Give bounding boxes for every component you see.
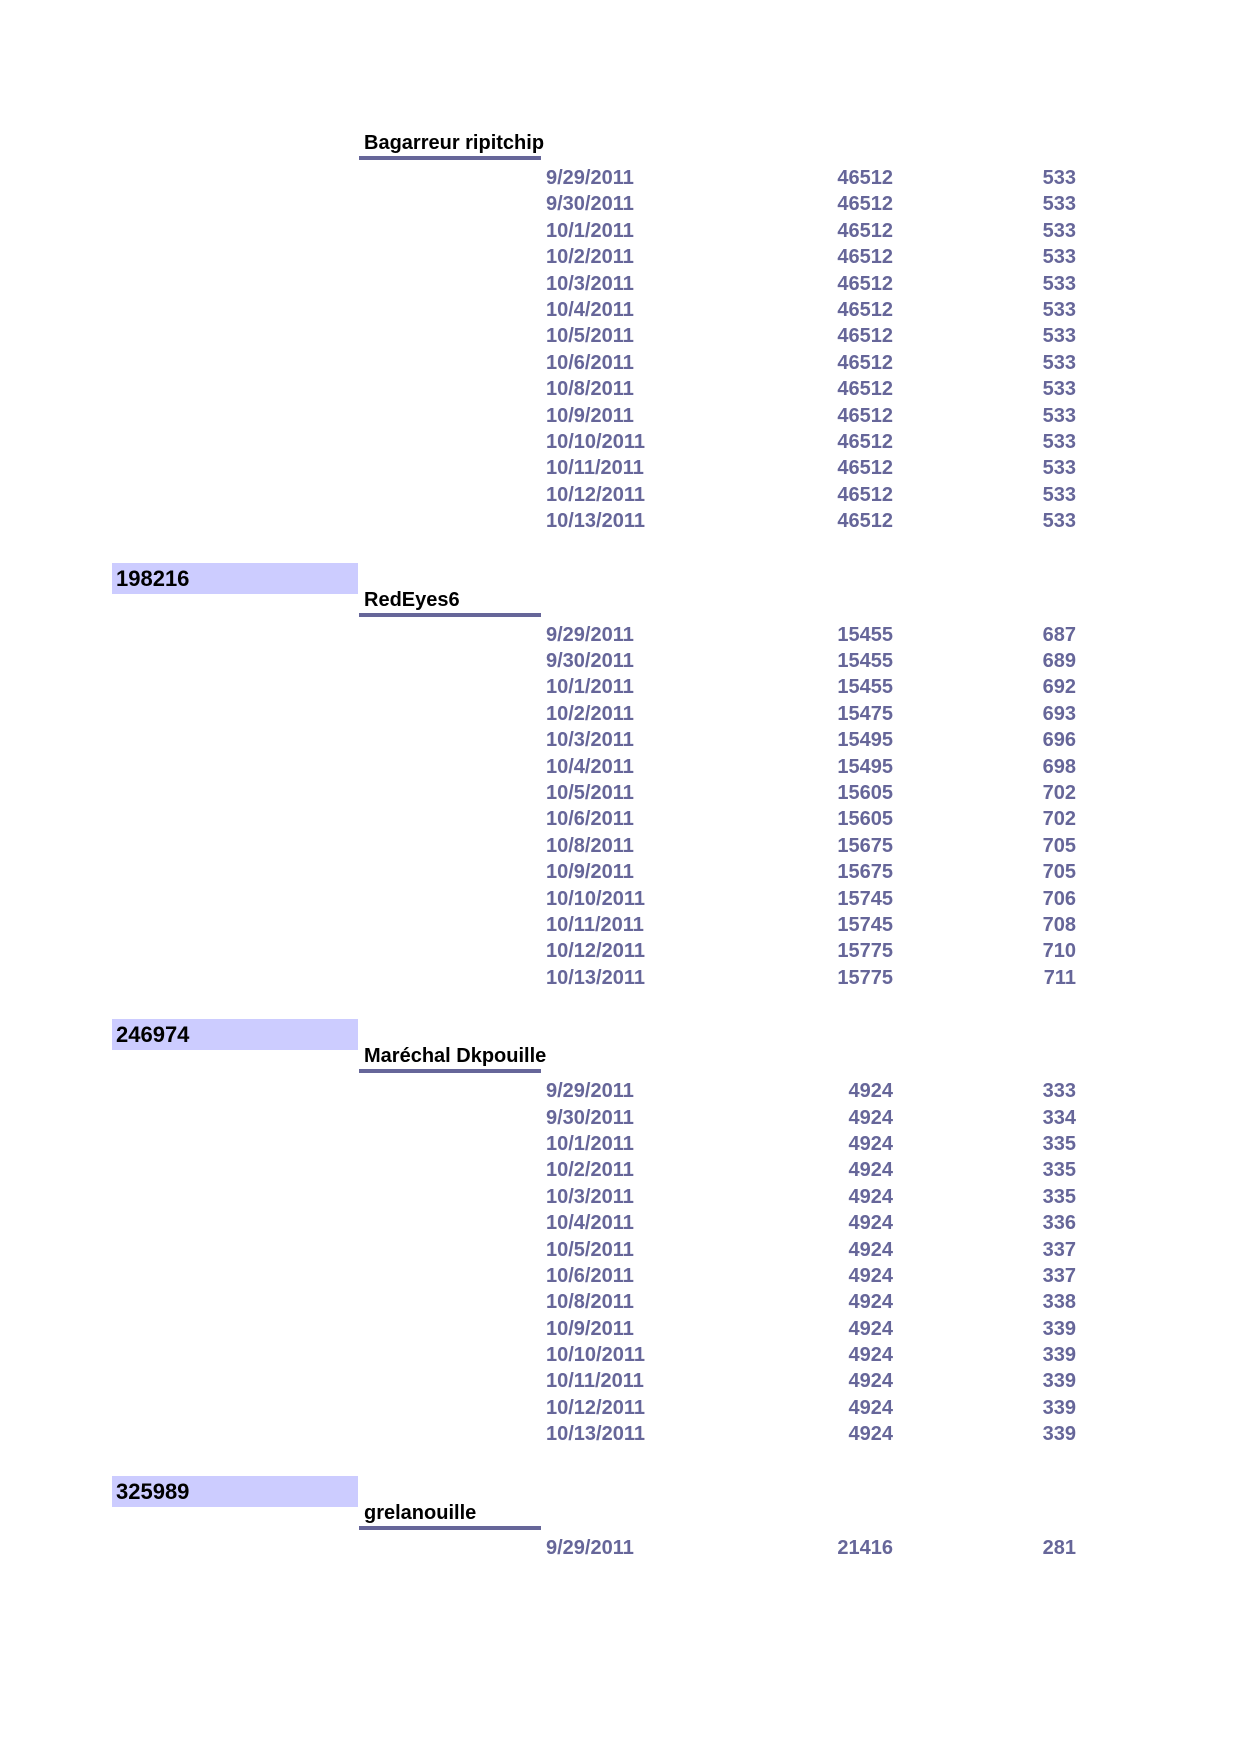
value-cell-2: 533 bbox=[1042, 193, 1076, 216]
table-row bbox=[0, 912, 1241, 938]
name-underline bbox=[359, 156, 541, 160]
value-cell-2: 705 bbox=[1042, 861, 1076, 884]
value-cell-2: 533 bbox=[1042, 430, 1076, 453]
table-row bbox=[0, 1184, 1241, 1210]
table-row bbox=[0, 622, 1241, 648]
date-cell: 10/5/2011 bbox=[546, 781, 634, 804]
value-cell-1: 4924 bbox=[848, 1212, 893, 1235]
value-cell-1: 4924 bbox=[848, 1317, 893, 1340]
table-row bbox=[0, 1421, 1241, 1447]
date-cell: 10/10/2011 bbox=[546, 1344, 645, 1367]
date-cell: 10/1/2011 bbox=[546, 676, 634, 699]
value-cell-2: 335 bbox=[1042, 1185, 1076, 1208]
table-row bbox=[0, 350, 1241, 376]
table-row bbox=[0, 1078, 1241, 1104]
value-cell-2: 693 bbox=[1042, 702, 1076, 725]
value-cell-2: 692 bbox=[1042, 676, 1076, 699]
date-cell: 10/12/2011 bbox=[546, 1396, 645, 1419]
table-row bbox=[0, 482, 1241, 508]
value-cell-2: 702 bbox=[1042, 781, 1076, 804]
value-cell-2: 696 bbox=[1042, 729, 1076, 752]
value-cell-1: 46512 bbox=[837, 457, 893, 480]
table-row bbox=[0, 1263, 1241, 1289]
value-cell-2: 533 bbox=[1042, 457, 1076, 480]
date-cell: 10/13/2011 bbox=[546, 966, 645, 989]
date-cell: 10/2/2011 bbox=[546, 702, 634, 725]
value-cell-2: 708 bbox=[1042, 913, 1076, 936]
value-cell-1: 15745 bbox=[837, 913, 893, 936]
date-cell: 10/2/2011 bbox=[546, 1159, 634, 1182]
player-id-cell: 246974 bbox=[112, 1019, 358, 1050]
table-row bbox=[0, 244, 1241, 270]
table-row bbox=[0, 701, 1241, 727]
player-name: grelanouille bbox=[364, 1501, 477, 1524]
date-cell: 9/30/2011 bbox=[546, 649, 634, 672]
value-cell-2: 533 bbox=[1042, 246, 1076, 269]
value-cell-1: 46512 bbox=[837, 510, 893, 533]
value-cell-2: 336 bbox=[1042, 1212, 1076, 1235]
date-cell: 10/4/2011 bbox=[546, 1212, 634, 1235]
table-row bbox=[0, 1342, 1241, 1368]
date-cell: 10/13/2011 bbox=[546, 510, 645, 533]
value-cell-1: 46512 bbox=[837, 378, 893, 401]
value-cell-1: 15745 bbox=[837, 887, 893, 910]
date-cell: 10/4/2011 bbox=[546, 755, 634, 778]
date-cell: 10/9/2011 bbox=[546, 861, 634, 884]
value-cell-2: 533 bbox=[1042, 219, 1076, 242]
data-rows bbox=[0, 1078, 1241, 1447]
date-cell: 9/29/2011 bbox=[546, 1536, 634, 1559]
data-rows bbox=[0, 165, 1241, 534]
player-name: Maréchal Dkpouille bbox=[364, 1045, 547, 1068]
name-underline bbox=[359, 1069, 541, 1073]
table-row bbox=[0, 1210, 1241, 1236]
value-cell-1: 46512 bbox=[837, 193, 893, 216]
player-id-cell: 198216 bbox=[112, 563, 358, 594]
value-cell-1: 15675 bbox=[837, 861, 893, 884]
value-cell-1: 4924 bbox=[848, 1264, 893, 1287]
value-cell-2: 533 bbox=[1042, 483, 1076, 506]
date-cell: 10/6/2011 bbox=[546, 351, 634, 374]
table-row bbox=[0, 1105, 1241, 1131]
date-cell: 10/10/2011 bbox=[546, 887, 645, 910]
value-cell-1: 15605 bbox=[837, 808, 893, 831]
date-cell: 10/1/2011 bbox=[546, 219, 634, 242]
date-cell: 10/9/2011 bbox=[546, 404, 634, 427]
value-cell-2: 533 bbox=[1042, 351, 1076, 374]
value-cell-2: 706 bbox=[1042, 887, 1076, 910]
value-cell-2: 533 bbox=[1042, 378, 1076, 401]
player-id-cell: 325989 bbox=[112, 1476, 358, 1507]
table-row bbox=[0, 859, 1241, 885]
date-cell: 10/11/2011 bbox=[546, 457, 644, 480]
table-row bbox=[0, 1237, 1241, 1263]
table-row bbox=[0, 965, 1241, 991]
date-cell: 9/29/2011 bbox=[546, 167, 634, 189]
value-cell-1: 15455 bbox=[837, 623, 893, 646]
value-cell-2: 335 bbox=[1042, 1159, 1076, 1182]
player-name: Bagarreur ripitchip bbox=[364, 132, 545, 154]
value-cell-1: 15475 bbox=[837, 702, 893, 725]
value-cell-2: 533 bbox=[1042, 404, 1076, 427]
value-cell-2: 698 bbox=[1042, 755, 1076, 778]
table-row bbox=[0, 1157, 1241, 1183]
table-row bbox=[0, 429, 1241, 455]
value-cell-1: 15605 bbox=[837, 781, 893, 804]
value-cell-1: 4924 bbox=[848, 1159, 893, 1182]
date-cell: 9/30/2011 bbox=[546, 193, 634, 216]
table-row bbox=[0, 271, 1241, 297]
table-row bbox=[0, 1131, 1241, 1157]
value-cell-2: 711 bbox=[1043, 966, 1076, 989]
table-row bbox=[0, 191, 1241, 217]
table-row bbox=[0, 674, 1241, 700]
table-row bbox=[0, 806, 1241, 832]
value-cell-2: 337 bbox=[1042, 1264, 1076, 1287]
value-cell-1: 46512 bbox=[837, 430, 893, 453]
table-row bbox=[0, 508, 1241, 534]
date-cell: 9/29/2011 bbox=[546, 1080, 634, 1103]
value-cell-1: 4924 bbox=[848, 1132, 893, 1155]
value-cell-1: 46512 bbox=[837, 351, 893, 374]
value-cell-2: 339 bbox=[1042, 1423, 1076, 1446]
value-cell-2: 533 bbox=[1042, 510, 1076, 533]
value-cell-1: 46512 bbox=[837, 483, 893, 506]
table-row bbox=[0, 727, 1241, 753]
table-row bbox=[0, 1316, 1241, 1342]
table-row bbox=[0, 1395, 1241, 1421]
value-cell-1: 15675 bbox=[837, 834, 893, 857]
value-cell-1: 15455 bbox=[837, 676, 893, 699]
date-cell: 10/1/2011 bbox=[546, 1132, 634, 1155]
value-cell-2: 339 bbox=[1042, 1396, 1076, 1419]
table-row bbox=[0, 218, 1241, 244]
table-row bbox=[0, 403, 1241, 429]
value-cell-2: 533 bbox=[1042, 298, 1076, 321]
value-cell-1: 15495 bbox=[837, 755, 893, 778]
table-row bbox=[0, 780, 1241, 806]
value-cell-1: 15775 bbox=[837, 966, 893, 989]
date-cell: 10/3/2011 bbox=[546, 272, 634, 295]
table-row bbox=[0, 1289, 1241, 1315]
value-cell-1: 21416 bbox=[837, 1536, 893, 1559]
table-row bbox=[0, 323, 1241, 349]
value-cell-2: 333 bbox=[1042, 1080, 1076, 1103]
value-cell-2: 339 bbox=[1042, 1370, 1076, 1393]
date-cell: 10/3/2011 bbox=[546, 729, 634, 752]
date-cell: 10/2/2011 bbox=[546, 246, 634, 269]
table-row bbox=[0, 376, 1241, 402]
value-cell-2: 337 bbox=[1042, 1238, 1076, 1261]
name-underline bbox=[359, 1526, 541, 1530]
value-cell-2: 533 bbox=[1042, 272, 1076, 295]
player-name: RedEyes6 bbox=[364, 588, 460, 611]
name-underline bbox=[359, 613, 541, 617]
table-row bbox=[0, 886, 1241, 912]
value-cell-2: 533 bbox=[1042, 167, 1076, 189]
date-cell: 10/11/2011 bbox=[546, 913, 644, 936]
value-cell-1: 4924 bbox=[848, 1238, 893, 1261]
value-cell-1: 46512 bbox=[837, 246, 893, 269]
date-cell: 10/3/2011 bbox=[546, 1185, 634, 1208]
table-row bbox=[0, 938, 1241, 964]
table-row bbox=[0, 1368, 1241, 1394]
value-cell-2: 705 bbox=[1042, 834, 1076, 857]
value-cell-2: 334 bbox=[1042, 1106, 1076, 1129]
value-cell-2: 338 bbox=[1042, 1291, 1076, 1314]
value-cell-2: 339 bbox=[1042, 1344, 1076, 1367]
value-cell-2: 689 bbox=[1042, 649, 1076, 672]
value-cell-1: 4924 bbox=[848, 1185, 893, 1208]
table-row bbox=[0, 648, 1241, 674]
date-cell: 10/4/2011 bbox=[546, 298, 634, 321]
date-cell: 10/6/2011 bbox=[546, 1264, 634, 1287]
date-cell: 10/6/2011 bbox=[546, 808, 634, 831]
value-cell-1: 15455 bbox=[837, 649, 893, 672]
table-row bbox=[0, 165, 1241, 191]
date-cell: 10/5/2011 bbox=[546, 1238, 634, 1261]
value-cell-2: 687 bbox=[1042, 623, 1076, 646]
value-cell-1: 46512 bbox=[837, 272, 893, 295]
value-cell-2: 702 bbox=[1042, 808, 1076, 831]
date-cell: 10/8/2011 bbox=[546, 834, 634, 857]
value-cell-2: 710 bbox=[1042, 940, 1076, 963]
date-cell: 10/12/2011 bbox=[546, 483, 645, 506]
value-cell-1: 4924 bbox=[848, 1370, 893, 1393]
value-cell-1: 46512 bbox=[837, 167, 893, 189]
table-row bbox=[0, 455, 1241, 481]
value-cell-1: 4924 bbox=[848, 1291, 893, 1314]
date-cell: 10/10/2011 bbox=[546, 430, 645, 453]
date-cell: 10/11/2011 bbox=[546, 1370, 644, 1393]
value-cell-2: 533 bbox=[1042, 325, 1076, 348]
table-row bbox=[0, 297, 1241, 323]
value-cell-1: 15495 bbox=[837, 729, 893, 752]
value-cell-2: 339 bbox=[1042, 1317, 1076, 1340]
data-rows bbox=[0, 1535, 1241, 1561]
date-cell: 10/12/2011 bbox=[546, 940, 645, 963]
value-cell-1: 46512 bbox=[837, 298, 893, 321]
value-cell-2: 281 bbox=[1042, 1536, 1076, 1559]
value-cell-1: 46512 bbox=[837, 219, 893, 242]
date-cell: 10/9/2011 bbox=[546, 1317, 634, 1340]
date-cell: 10/8/2011 bbox=[546, 1291, 634, 1314]
value-cell-1: 4924 bbox=[848, 1106, 893, 1129]
value-cell-1: 4924 bbox=[848, 1396, 893, 1419]
date-cell: 9/29/2011 bbox=[546, 623, 634, 646]
value-cell-2: 335 bbox=[1042, 1132, 1076, 1155]
table-row bbox=[0, 833, 1241, 859]
date-cell: 10/13/2011 bbox=[546, 1423, 645, 1446]
data-rows bbox=[0, 622, 1241, 991]
table-row bbox=[0, 1535, 1241, 1561]
date-cell: 10/5/2011 bbox=[546, 325, 634, 348]
value-cell-1: 46512 bbox=[837, 325, 893, 348]
value-cell-1: 15775 bbox=[837, 940, 893, 963]
date-cell: 10/8/2011 bbox=[546, 378, 634, 401]
value-cell-1: 4924 bbox=[848, 1344, 893, 1367]
value-cell-1: 4924 bbox=[848, 1423, 893, 1446]
value-cell-1: 4924 bbox=[848, 1080, 893, 1103]
value-cell-1: 46512 bbox=[837, 404, 893, 427]
table-row bbox=[0, 754, 1241, 780]
date-cell: 9/30/2011 bbox=[546, 1106, 634, 1129]
